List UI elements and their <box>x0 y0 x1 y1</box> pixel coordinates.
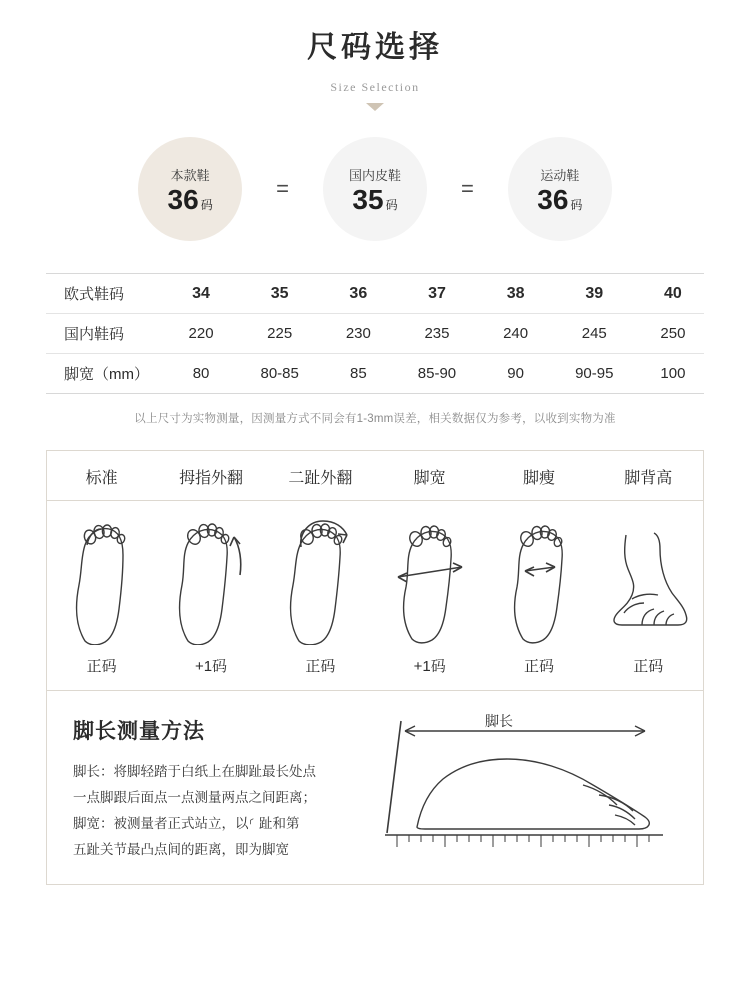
table-cell: 240 <box>503 325 529 342</box>
table-cell: 235 <box>424 325 450 342</box>
size-circle-number: 35 <box>352 183 384 215</box>
measurement-line: 脚宽：被测量者正式站立，以⸂ 趾和第 <box>73 816 300 831</box>
caret-down-icon <box>366 103 384 111</box>
measurement-line: 脚长：将脚轻踏于白纸上在脚趾最长处点 <box>73 764 316 779</box>
table-cell: 35 <box>270 284 289 302</box>
measurement-line: 五趾关节最凸点间的距离，即为脚宽 <box>73 842 289 857</box>
foot-length-diagram-icon <box>377 709 677 859</box>
table-cell: 38 <box>506 284 525 302</box>
equals-sign-1: = <box>276 176 289 201</box>
foot-type-header-bunion: 拇指外翻 <box>178 470 243 487</box>
table-cell: 245 <box>581 325 607 342</box>
row-header: 脚宽（mm） <box>64 366 149 383</box>
page-title: 尺码选择 <box>307 31 443 64</box>
foot-type-headers <box>47 451 703 501</box>
size-circle-value <box>352 183 398 215</box>
size-circle-domestic-leather <box>323 137 427 241</box>
size-circle-number: 36 <box>537 183 569 215</box>
size-circle-label: 本款鞋 <box>170 167 210 183</box>
measurement-title: 脚长测量方法 <box>73 720 205 743</box>
size-table-wrapper <box>46 273 704 394</box>
size-circle-label: 国内皮鞋 <box>348 167 401 183</box>
size-circle-value <box>537 183 583 215</box>
foot-figure-second-toe <box>266 501 375 649</box>
size-circle-value <box>167 183 213 215</box>
size-circle-label: 运动鞋 <box>540 167 580 183</box>
measurement-method-section <box>47 691 703 884</box>
size-circle-unit: 码 <box>570 197 583 212</box>
foot-outline-narrow-icon <box>493 513 585 645</box>
foot-outline-second-toe-icon <box>277 513 363 645</box>
table-cell: 37 <box>428 284 446 302</box>
size-circle-unit: 码 <box>385 197 398 212</box>
foot-type-figures <box>47 501 703 649</box>
table-cell: 230 <box>345 325 371 342</box>
foot-rec-narrow: 正码 <box>523 658 554 675</box>
equals-sign-2: = <box>461 176 474 201</box>
measurement-note: 以上尺寸为实物测量，因测量方式不同会有1-3mm误差，相关数据仅为参考，以收到实物为准 <box>134 413 616 425</box>
table-cell: 250 <box>660 325 686 342</box>
foot-type-recommendations <box>47 649 703 691</box>
size-circle-unit: 码 <box>200 197 213 212</box>
foot-rec-second-toe: 正码 <box>305 658 336 675</box>
table-cell: 100 <box>660 365 686 382</box>
table-row <box>46 314 704 354</box>
table-cell: 225 <box>267 325 293 342</box>
foot-figure-narrow <box>484 501 593 649</box>
foot-outline-wide-icon <box>384 513 476 645</box>
table-cell: 90-95 <box>575 365 614 382</box>
foot-rec-standard: 正码 <box>86 658 117 675</box>
foot-outline-icon <box>65 513 139 645</box>
table-cell: 40 <box>664 284 682 302</box>
table-row <box>46 354 704 394</box>
foot-figure-bunion <box>156 501 265 649</box>
table-cell: 85-90 <box>417 365 457 382</box>
size-circle-this-shoe <box>138 137 242 241</box>
row-header: 欧式鞋码 <box>64 286 125 303</box>
table-cell: 39 <box>585 284 604 302</box>
size-circle-number: 36 <box>167 183 199 215</box>
foot-type-header-second-toe: 二趾外翻 <box>288 470 353 487</box>
foot-rec-high-instep: 正码 <box>633 658 664 675</box>
foot-outline-bunion-icon <box>168 513 254 645</box>
table-cell: 90 <box>507 365 524 382</box>
diagram-label: 脚长 <box>485 713 513 729</box>
size-table <box>46 273 704 394</box>
page-header <box>0 0 750 111</box>
foot-side-profile-icon <box>602 525 694 645</box>
foot-type-header-wide: 脚宽 <box>413 470 446 487</box>
foot-rec-bunion: +1码 <box>194 658 228 675</box>
measurement-text-block <box>47 709 377 864</box>
table-cell: 85 <box>349 365 367 382</box>
table-row <box>46 274 704 314</box>
row-header: 国内鞋码 <box>64 326 125 343</box>
table-cell: 220 <box>188 325 214 342</box>
foot-rec-wide: +1码 <box>413 658 446 675</box>
table-cell: 34 <box>192 284 210 302</box>
foot-type-header-narrow: 脚瘦 <box>522 470 555 487</box>
measurement-line: 一点脚跟后面点一点测量两点之间距离； <box>73 790 316 805</box>
size-circle-sneaker <box>508 137 612 241</box>
table-cell: 36 <box>349 284 368 302</box>
table-cell: 80 <box>192 365 210 382</box>
page-subtitle: Size Selection <box>330 80 420 94</box>
table-cell: 80-85 <box>260 365 299 382</box>
foot-figure-wide <box>375 501 484 649</box>
foot-figure-standard <box>47 501 156 649</box>
foot-figure-high-instep <box>594 501 703 649</box>
foot-type-panel <box>46 450 704 885</box>
foot-type-header-high-instep: 脚背高 <box>624 470 673 487</box>
foot-type-header-standard: 标准 <box>85 470 118 487</box>
measurement-diagram <box>377 709 703 864</box>
size-equivalence-group <box>0 137 750 241</box>
